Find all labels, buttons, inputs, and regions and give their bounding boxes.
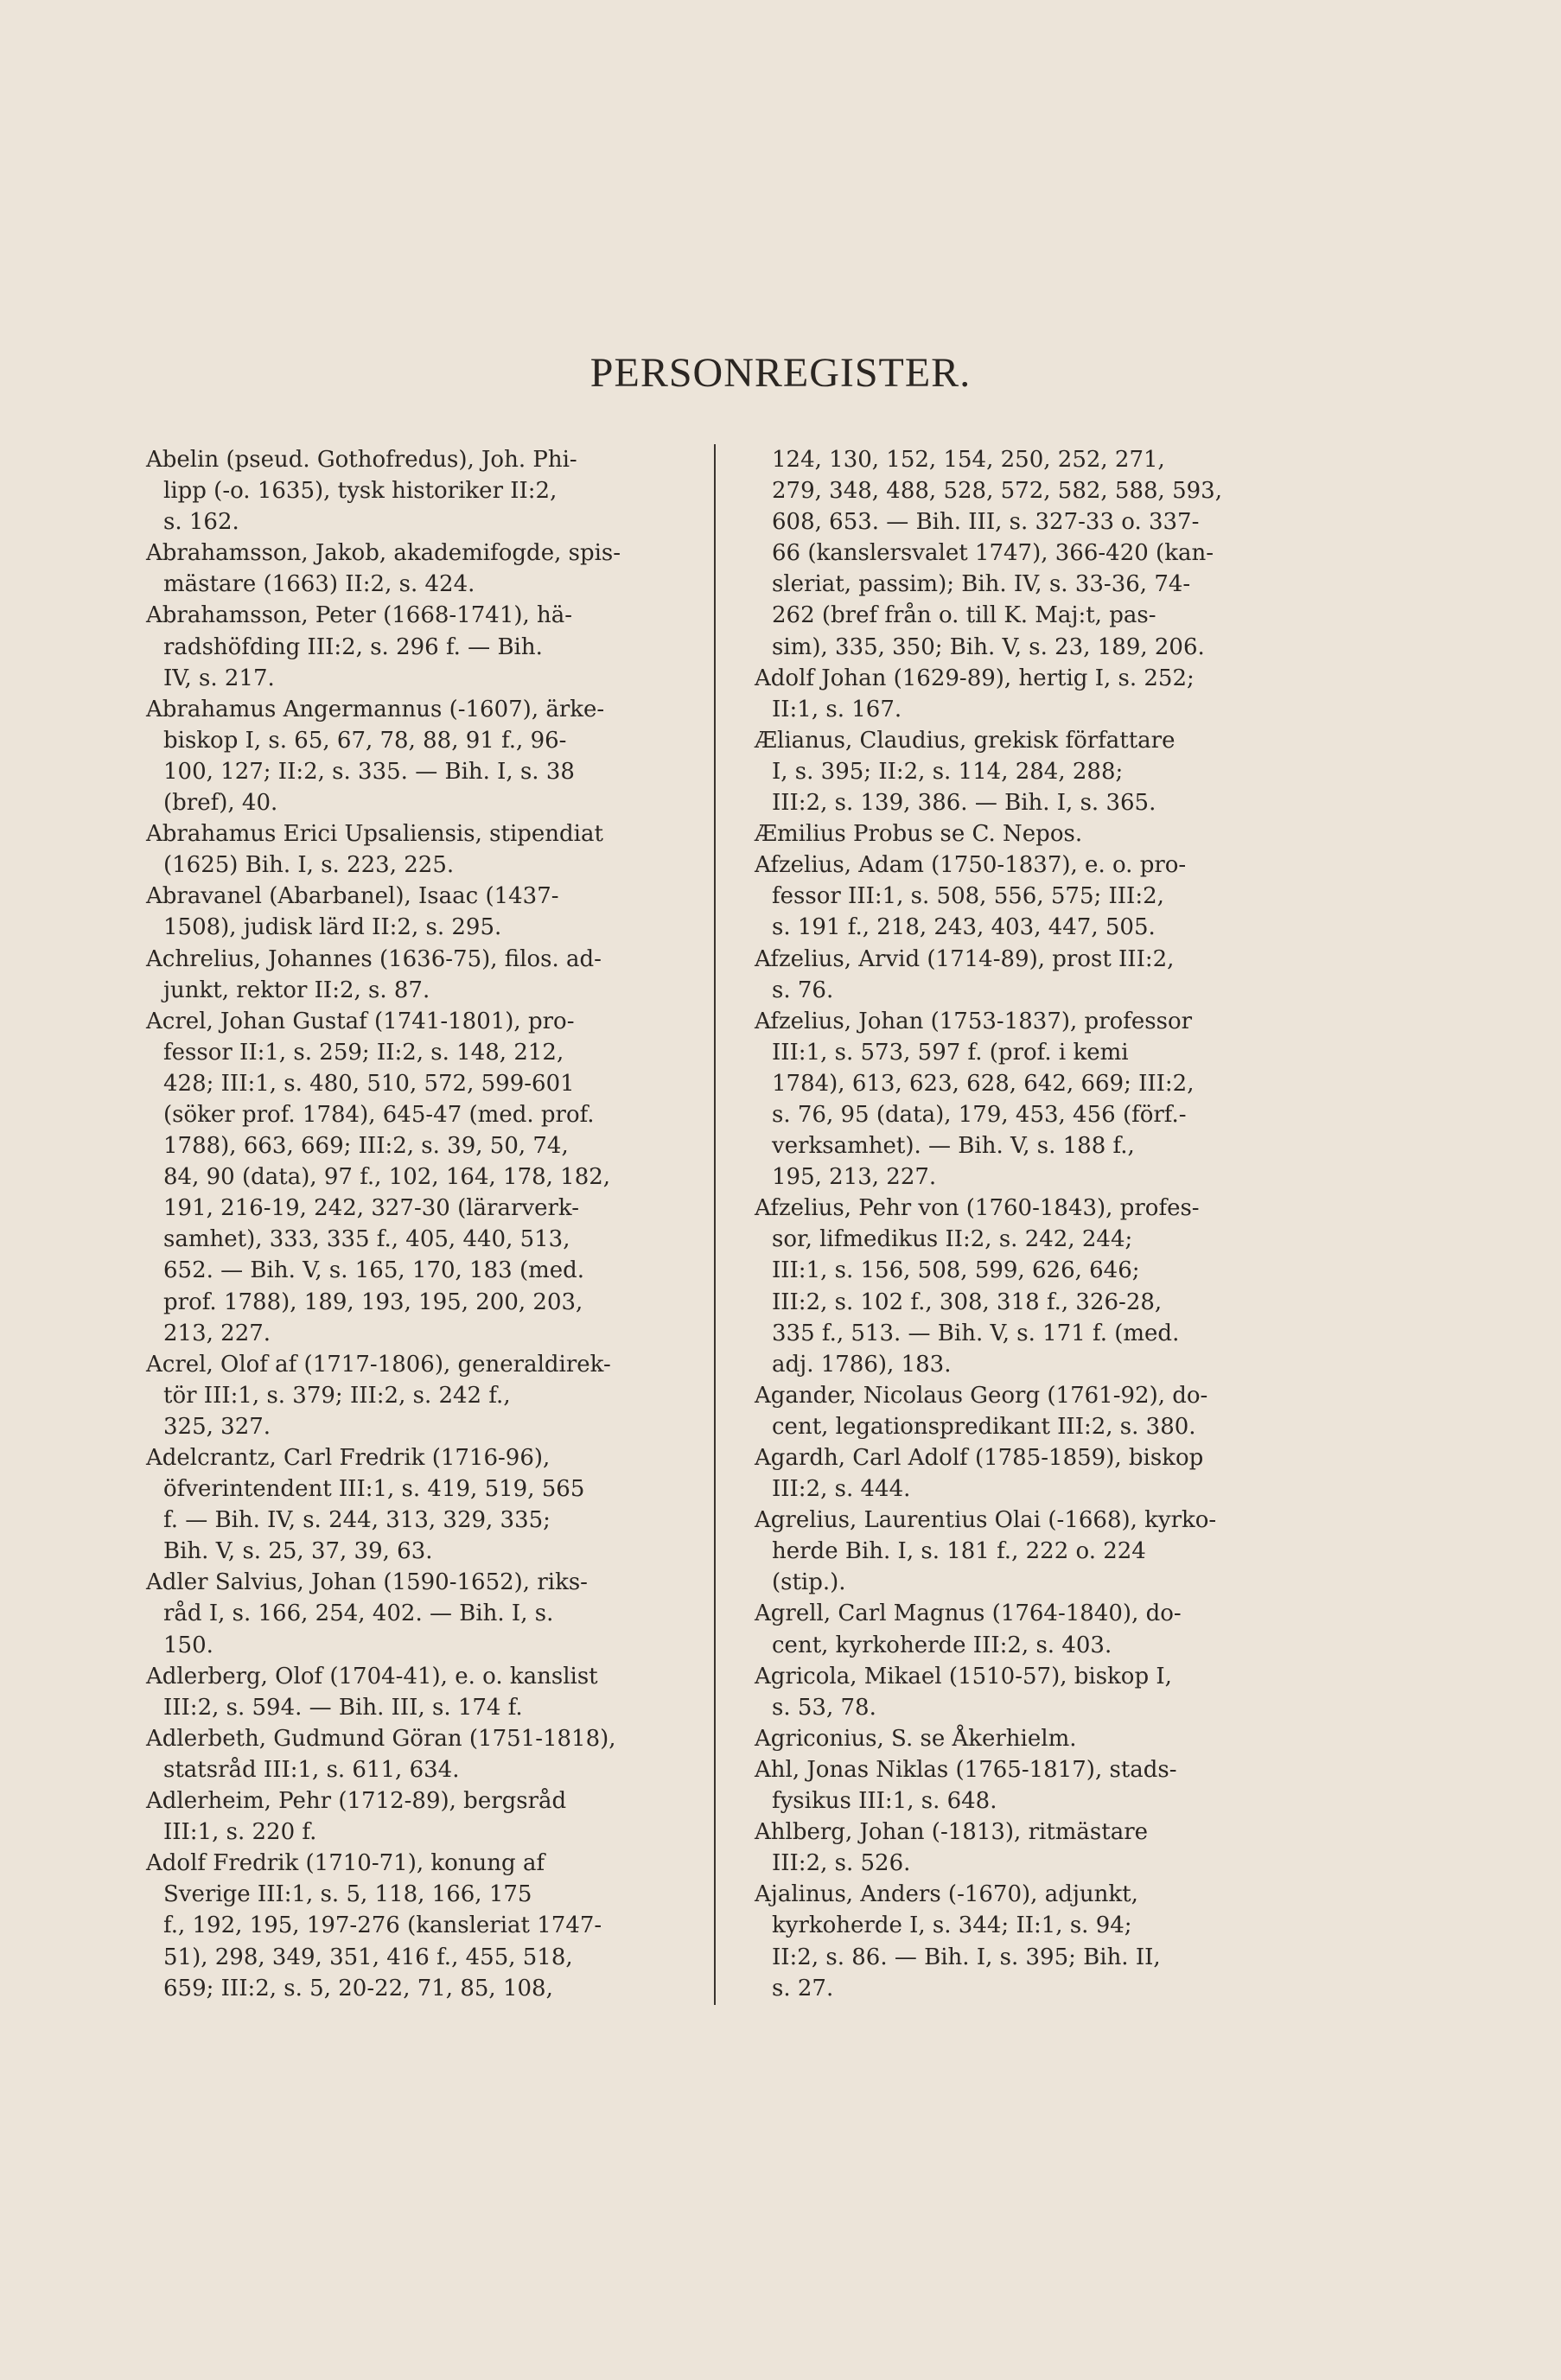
index-entry: Ajalinus, Anders (-1670), adjunkt, kyrkoherde I, s. 344; II:1, s. 94; II:2, s. 86. — Bih. I, s. 395; Bih. II, s. 27. xyxy=(755,1881,1161,2001)
index-entry: Agander, Nicolaus Georg (1761-92), do- cent, legationspredikant III:2, s. 380. xyxy=(755,1382,1208,1440)
index-entry: Abrahamsson, Jakob, akademifogde, spis- mästare (1663) II:2, s. 424. xyxy=(146,540,621,598)
index-entry: Acrel, Olof af (1717-1806), generaldirek- tör III:1, s. 379; III:2, s. 242 f., 325, 327. xyxy=(146,1351,611,1440)
index-entry: Adler Salvius, Johan (1590-1652), riks- råd I, s. 166, 254, 402. — Bih. I, s. 150. xyxy=(146,1569,588,1658)
index-entry: Ahl, Jonas Niklas (1765-1817), stads- fysikus III:1, s. 648. xyxy=(755,1756,1177,1815)
index-entry: Agricola, Mikael (1510-57), biskop I, s. 53, 78. xyxy=(755,1663,1172,1721)
index-entry: Abelin (pseud. Gothofredus), Joh. Phi- lipp (-o. 1635), tysk historiker II:2, s. 162. xyxy=(146,447,577,536)
index-entry: Abravanel (Abarbanel), Isaac (1437- 1508), judisk lärd II:2, s. 295. xyxy=(146,883,559,941)
index-entry: Afzelius, Arvid (1714-89), prost III:2, s. 76. xyxy=(755,945,1175,1003)
index-column-right xyxy=(755,444,1310,2004)
index-entry: Agrelius, Laurentius Olai (-1668), kyrko- herde Bih. I, s. 181 f., 222 o. 224 (stip.). xyxy=(755,1507,1217,1596)
index-entry: Æmilius Probus se C. Nepos. xyxy=(755,821,1083,848)
index-entry: Acrel, Johan Gustaf (1741-1801), pro- fessor II:1, s. 259; II:2, s. 148, 212, 428; III:1, s. 480, 510, 572, 599-601 (söker prof. 1784), 645-47 (med. prof. 1788), 663, 669; III:2, s. 39, 50, 74, 84, 90 (data), 97 f., 102, 164, 178, 182, 191, 216-19, 242, 327-30 (lärarverk- samhet), 333, 335 f., 405, 440, 513, 652. — Bih. V, s. 165, 170, 183 (med. prof. 1788), 189, 193, 195, 200, 203, 213, 227. xyxy=(146,1008,611,1346)
index-entry: Achrelius, Johannes (1636-75), filos. ad- junkt, rektor II:2, s. 87. xyxy=(146,945,602,1003)
index-entry: Adlerbeth, Gudmund Göran (1751-1818), statsråd III:1, s. 611, 634. xyxy=(146,1725,616,1783)
index-column-left xyxy=(146,444,702,2004)
index-entry: Adolf Johan (1629-89), hertig I, s. 252; II:1, s. 167. xyxy=(755,665,1195,722)
page-title: PERSONREGISTER. xyxy=(589,350,972,396)
index-entry: Ælianus, Claudius, grekisk författare I, s. 395; II:2, s. 114, 284, 288; III:2, s. 139, 386. — Bih. I, s. 365. xyxy=(755,727,1176,817)
index-entry: Adlerheim, Pehr (1712-89), bergsråd III:1, s. 220 f. xyxy=(146,1788,567,1846)
index-entry: Agrell, Carl Magnus (1764-1840), do- cent, kyrkoherde III:2, s. 403. xyxy=(755,1600,1182,1658)
index-entry: Adelcrantz, Carl Fredrik (1716-96), öfverintendent III:1, s. 419, 519, 565 f. — Bih. IV, s. 244, 313, 329, 335; Bih. V, s. 25, 37, 39, 63. xyxy=(146,1445,585,1565)
index-entry: Adlerberg, Olof (1704-41), e. o. kanslist III:2, s. 594. — Bih. III, s. 174 f. xyxy=(146,1663,598,1721)
index-entry: Afzelius, Adam (1750-1837), e. o. pro- fessor III:1, s. 508, 556, 575; III:2, s. 191 f., 218, 243, 403, 447, 505. xyxy=(755,852,1187,941)
column-divider xyxy=(714,444,716,2005)
index-entry: Agardh, Carl Adolf (1785-1859), biskop III:2, s. 444. xyxy=(755,1445,1204,1503)
index-entry: Abrahamsson, Peter (1668-1741), hä- radshöfding III:2, s. 296 f. — Bih. IV, s. 217. xyxy=(146,602,573,691)
index-entry: Abrahamus Erici Upsaliensis, stipendiat (1625) Bih. I, s. 223, 225. xyxy=(146,821,603,879)
index-entry: Abrahamus Angermannus (-1607), ärke- biskop I, s. 65, 67, 78, 88, 91 f., 96- 100, 127; II:2, s. 335. — Bih. I, s. 38 (bref), 40. xyxy=(146,696,605,817)
index-entry: Ahlberg, Johan (-1813), ritmästare III:2, s. 526. xyxy=(755,1819,1149,1877)
index-entry: Adolf Fredrik (1710-71), konung af Sverige III:1, s. 5, 118, 166, 175 f., 192, 195, 197-276 (kansleriat 1747- 51), 298, 349, 351, 416 f., 455, 518, 659; III:2, s. 5, 20-22, 71, 85, 108, xyxy=(146,1850,602,2001)
index-entry-continuation: 124, 130, 152, 154, 250, 252, 271, 279, 348, 488, 528, 572, 582, 588, 593, 608, 653. — Bih. III, s. 327-33 o. 337- 66 (kanslersvalet 1747), 366-420 (kan- sleriat, passim); Bih. IV, s. 33-36, 74- 262 (bref från o. till K. Maj:t, pas- sim), 335, 350; Bih. V, s. 23, 189, 206. xyxy=(772,447,1222,660)
index-entry: Afzelius, Pehr von (1760-1843), profes- sor, lifmedikus II:2, s. 242, 244; III:1, s. 156, 508, 599, 626, 646; III:2, s. 102 f., 308, 318 f., 326-28, 335 f., 513. — Bih. V, s. 171 f. (med. adj. 1786), 183. xyxy=(755,1195,1200,1378)
index-entry: Afzelius, Johan (1753-1837), professor III:1, s. 573, 597 f. (prof. i kemi 1784), 613, 623, 628, 642, 669; III:2, s. 76, 95 (data), 179, 453, 456 (förf.- verksamhet). — Bih. V, s. 188 f., 195, 213, 227. xyxy=(755,1008,1195,1191)
index-entry: Agriconius, S. se Åkerhielm. xyxy=(755,1725,1077,1752)
